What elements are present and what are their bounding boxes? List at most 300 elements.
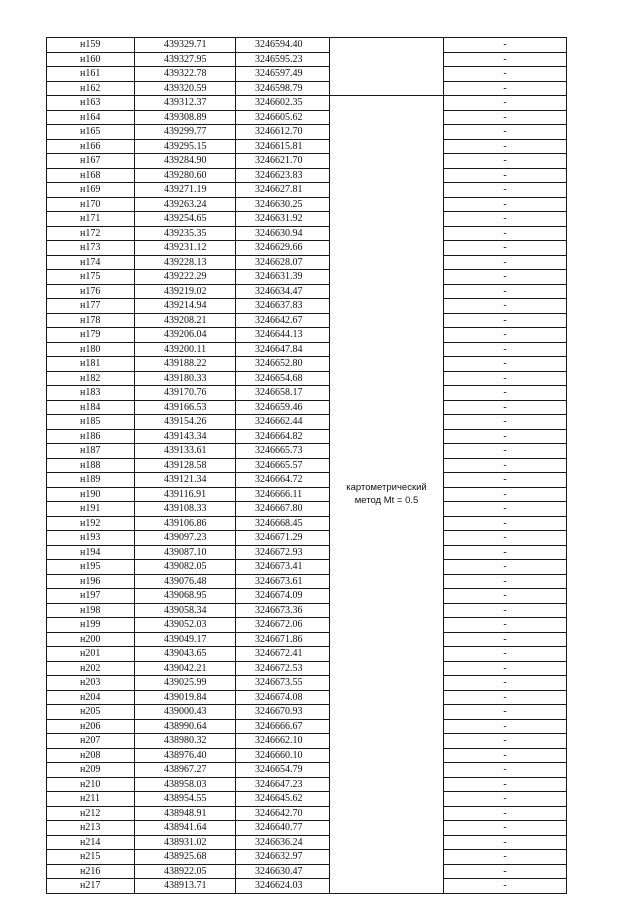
x-coordinate-cell: 439170.76 [135,386,236,401]
y-coordinate-cell: 3246636.24 [236,835,330,850]
x-coordinate-cell: 439308.89 [135,110,236,125]
table-row [47,719,567,734]
point-id-cell: н217 [47,879,135,894]
y-coordinate-cell: 3246671.29 [236,531,330,546]
x-coordinate-cell: 439058.34 [135,603,236,618]
table-row [47,792,567,807]
point-id-cell: н159 [47,38,135,53]
point-id-cell: н168 [47,168,135,183]
table-row [47,444,567,459]
x-coordinate-cell: 438980.32 [135,734,236,749]
mark-cell: - [444,821,567,836]
point-id-cell: н178 [47,313,135,328]
x-coordinate-cell: 439121.34 [135,473,236,488]
point-id-cell: н179 [47,328,135,343]
mark-cell: - [444,241,567,256]
x-coordinate-cell: 439116.91 [135,487,236,502]
point-id-cell: н211 [47,792,135,807]
mark-cell: - [444,690,567,705]
mark-cell: - [444,661,567,676]
table-row [47,502,567,517]
x-coordinate-cell: 439327.95 [135,52,236,67]
table-row [47,806,567,821]
point-id-cell: н191 [47,502,135,517]
mark-cell: - [444,168,567,183]
table-row [47,110,567,125]
point-id-cell: н183 [47,386,135,401]
y-coordinate-cell: 3246634.47 [236,284,330,299]
y-coordinate-cell: 3246672.93 [236,545,330,560]
x-coordinate-cell: 438954.55 [135,792,236,807]
point-id-cell: н170 [47,197,135,212]
table-row [47,183,567,198]
table-row [47,96,567,111]
y-coordinate-cell: 3246666.11 [236,487,330,502]
x-coordinate-cell: 439228.13 [135,255,236,270]
y-coordinate-cell: 3246623.83 [236,168,330,183]
y-coordinate-cell: 3246621.70 [236,154,330,169]
point-id-cell: н195 [47,560,135,575]
point-id-cell: н181 [47,357,135,372]
x-coordinate-cell: 439295.15 [135,139,236,154]
x-coordinate-cell: 439280.60 [135,168,236,183]
table-row [47,241,567,256]
table-row [47,255,567,270]
table-row [47,516,567,531]
x-coordinate-cell: 439312.37 [135,96,236,111]
point-id-cell: н167 [47,154,135,169]
mark-cell: - [444,313,567,328]
point-id-cell: н173 [47,241,135,256]
y-coordinate-cell: 3246654.79 [236,763,330,778]
y-coordinate-cell: 3246652.80 [236,357,330,372]
y-coordinate-cell: 3246673.55 [236,676,330,691]
x-coordinate-cell: 439133.61 [135,444,236,459]
table-row [47,386,567,401]
method-cell-empty [330,38,444,96]
x-coordinate-cell: 439019.84 [135,690,236,705]
mark-cell: - [444,864,567,879]
x-coordinate-cell: 438925.68 [135,850,236,865]
point-id-cell: н200 [47,632,135,647]
y-coordinate-cell: 3246597.49 [236,67,330,82]
mark-cell: - [444,154,567,169]
y-coordinate-cell: 3246654.68 [236,371,330,386]
mark-cell: - [444,139,567,154]
mark-cell: - [444,777,567,792]
table-row [47,400,567,415]
x-coordinate-cell: 439231.12 [135,241,236,256]
table-row [47,139,567,154]
mark-cell: - [444,850,567,865]
table-row [47,574,567,589]
x-coordinate-cell: 439322.78 [135,67,236,82]
table-row [47,545,567,560]
point-id-cell: н180 [47,342,135,357]
x-coordinate-cell: 439206.04 [135,328,236,343]
point-id-cell: н209 [47,763,135,778]
x-coordinate-cell: 439188.22 [135,357,236,372]
table-row [47,734,567,749]
mark-cell: - [444,763,567,778]
point-id-cell: н215 [47,850,135,865]
mark-cell: - [444,110,567,125]
y-coordinate-cell: 3246642.67 [236,313,330,328]
x-coordinate-cell: 439263.24 [135,197,236,212]
mark-cell: - [444,52,567,67]
x-coordinate-cell: 439180.33 [135,371,236,386]
table-row [47,357,567,372]
point-id-cell: н205 [47,705,135,720]
x-coordinate-cell: 439082.05 [135,560,236,575]
table-row [47,125,567,140]
point-id-cell: н216 [47,864,135,879]
x-coordinate-cell: 439154.26 [135,415,236,430]
y-coordinate-cell: 3246630.25 [236,197,330,212]
point-id-cell: н177 [47,299,135,314]
method-cell [330,96,444,894]
point-id-cell: н182 [47,371,135,386]
y-coordinate-cell: 3246624.03 [236,879,330,894]
mark-cell: - [444,342,567,357]
table-row [47,748,567,763]
y-coordinate-cell: 3246664.82 [236,429,330,444]
point-id-cell: н199 [47,618,135,633]
table-row [47,777,567,792]
y-coordinate-cell: 3246615.81 [236,139,330,154]
x-coordinate-cell: 439000.43 [135,705,236,720]
point-id-cell: н175 [47,270,135,285]
y-coordinate-cell: 3246658.17 [236,386,330,401]
table-row [47,647,567,662]
point-id-cell: н172 [47,226,135,241]
table-row [47,589,567,604]
point-id-cell: н185 [47,415,135,430]
y-coordinate-cell: 3246627.81 [236,183,330,198]
mark-cell: - [444,676,567,691]
point-id-cell: н169 [47,183,135,198]
x-coordinate-cell: 439087.10 [135,545,236,560]
x-coordinate-cell: 439219.02 [135,284,236,299]
point-id-cell: н212 [47,806,135,821]
point-id-cell: н201 [47,647,135,662]
table-row [47,342,567,357]
x-coordinate-cell: 439106.86 [135,516,236,531]
x-coordinate-cell: 438967.27 [135,763,236,778]
point-id-cell: н161 [47,67,135,82]
y-coordinate-cell: 3246630.94 [236,226,330,241]
table-row [47,313,567,328]
y-coordinate-cell: 3246672.06 [236,618,330,633]
mark-cell: - [444,226,567,241]
table-row [47,864,567,879]
mark-cell: - [444,81,567,96]
mark-cell: - [444,357,567,372]
mark-cell: - [444,647,567,662]
table-row [47,299,567,314]
y-coordinate-cell: 3246668.45 [236,516,330,531]
table-row [47,705,567,720]
x-coordinate-cell: 439049.17 [135,632,236,647]
table-row [47,676,567,691]
table-row [47,226,567,241]
mark-cell: - [444,835,567,850]
table-row [47,81,567,96]
mark-cell: - [444,255,567,270]
x-coordinate-cell: 439329.71 [135,38,236,53]
x-coordinate-cell: 439166.53 [135,400,236,415]
table-row [47,284,567,299]
mark-cell: - [444,429,567,444]
mark-cell: - [444,574,567,589]
x-coordinate-cell: 438976.40 [135,748,236,763]
table-row [47,270,567,285]
y-coordinate-cell: 3246637.83 [236,299,330,314]
x-coordinate-cell: 439284.90 [135,154,236,169]
point-id-cell: н204 [47,690,135,705]
mark-cell: - [444,96,567,111]
table-row [47,850,567,865]
point-id-cell: н189 [47,473,135,488]
y-coordinate-cell: 3246670.93 [236,705,330,720]
y-coordinate-cell: 3246598.79 [236,81,330,96]
x-coordinate-cell: 439128.58 [135,458,236,473]
point-id-cell: н187 [47,444,135,459]
x-coordinate-cell: 439254.65 [135,212,236,227]
y-coordinate-cell: 3246644.13 [236,328,330,343]
mark-cell: - [444,719,567,734]
mark-cell: - [444,879,567,894]
x-coordinate-cell: 439214.94 [135,299,236,314]
table-row [47,879,567,894]
method-text-line: метод Mt = 0.5 [354,495,419,507]
y-coordinate-cell: 3246673.61 [236,574,330,589]
coordinates-table [46,37,567,894]
mark-cell: - [444,400,567,415]
y-coordinate-cell: 3246647.23 [236,777,330,792]
y-coordinate-cell: 3246630.47 [236,864,330,879]
y-coordinate-cell: 3246594.40 [236,38,330,53]
point-id-cell: н174 [47,255,135,270]
point-id-cell: н165 [47,125,135,140]
x-coordinate-cell: 439076.48 [135,574,236,589]
mark-cell: - [444,632,567,647]
point-id-cell: н202 [47,661,135,676]
y-coordinate-cell: 3246628.07 [236,255,330,270]
method-text-line: картометрический [346,482,427,494]
table-row [47,821,567,836]
mark-cell: - [444,197,567,212]
y-coordinate-cell: 3246673.36 [236,603,330,618]
table-row [47,197,567,212]
y-coordinate-cell: 3246632.97 [236,850,330,865]
table-row [47,458,567,473]
table-row [47,154,567,169]
table-row [47,661,567,676]
x-coordinate-cell: 439299.77 [135,125,236,140]
x-coordinate-cell: 439025.99 [135,676,236,691]
y-coordinate-cell: 3246666.67 [236,719,330,734]
mark-cell: - [444,545,567,560]
point-id-cell: н203 [47,676,135,691]
table-row [47,52,567,67]
y-coordinate-cell: 3246674.08 [236,690,330,705]
point-id-cell: н197 [47,589,135,604]
point-id-cell: н206 [47,719,135,734]
mark-cell: - [444,516,567,531]
point-id-cell: н184 [47,400,135,415]
table-row [47,212,567,227]
mark-cell: - [444,806,567,821]
x-coordinate-cell: 439068.95 [135,589,236,604]
x-coordinate-cell: 438922.05 [135,864,236,879]
mark-cell: - [444,270,567,285]
mark-cell: - [444,589,567,604]
point-id-cell: н164 [47,110,135,125]
mark-cell: - [444,734,567,749]
table-row [47,690,567,705]
y-coordinate-cell: 3246674.09 [236,589,330,604]
y-coordinate-cell: 3246659.46 [236,400,330,415]
mark-cell: - [444,386,567,401]
y-coordinate-cell: 3246595.23 [236,52,330,67]
y-coordinate-cell: 3246665.73 [236,444,330,459]
table-row [47,603,567,618]
point-id-cell: н192 [47,516,135,531]
x-coordinate-cell: 439320.59 [135,81,236,96]
y-coordinate-cell: 3246660.10 [236,748,330,763]
y-coordinate-cell: 3246662.44 [236,415,330,430]
mark-cell: - [444,371,567,386]
x-coordinate-cell: 439208.21 [135,313,236,328]
point-id-cell: н162 [47,81,135,96]
table-row [47,763,567,778]
mark-cell: - [444,487,567,502]
y-coordinate-cell: 3246665.57 [236,458,330,473]
x-coordinate-cell: 439222.29 [135,270,236,285]
table-row [47,328,567,343]
y-coordinate-cell: 3246640.77 [236,821,330,836]
y-coordinate-cell: 3246631.92 [236,212,330,227]
mark-cell: - [444,299,567,314]
x-coordinate-cell: 438948.91 [135,806,236,821]
point-id-cell: н171 [47,212,135,227]
point-id-cell: н176 [47,284,135,299]
mark-cell: - [444,284,567,299]
x-coordinate-cell: 438990.64 [135,719,236,734]
mark-cell: - [444,415,567,430]
mark-cell: - [444,444,567,459]
y-coordinate-cell: 3246673.41 [236,560,330,575]
mark-cell: - [444,328,567,343]
point-id-cell: н210 [47,777,135,792]
table-row [47,835,567,850]
point-id-cell: н198 [47,603,135,618]
point-id-cell: н214 [47,835,135,850]
x-coordinate-cell: 439200.11 [135,342,236,357]
y-coordinate-cell: 3246664.72 [236,473,330,488]
x-coordinate-cell: 439143.34 [135,429,236,444]
table-row [47,560,567,575]
coordinates-table-body [47,38,567,894]
point-id-cell: н190 [47,487,135,502]
point-id-cell: н213 [47,821,135,836]
point-id-cell: н188 [47,458,135,473]
table-row [47,473,567,488]
x-coordinate-cell: 439052.03 [135,618,236,633]
table-row [47,618,567,633]
mark-cell: - [444,618,567,633]
mark-cell: - [444,67,567,82]
point-id-cell: н186 [47,429,135,444]
mark-cell: - [444,502,567,517]
mark-cell: - [444,183,567,198]
x-coordinate-cell: 439042.21 [135,661,236,676]
y-coordinate-cell: 3246662.10 [236,734,330,749]
point-id-cell: н166 [47,139,135,154]
y-coordinate-cell: 3246645.62 [236,792,330,807]
table-row [47,429,567,444]
table-row [47,632,567,647]
x-coordinate-cell: 439271.19 [135,183,236,198]
x-coordinate-cell: 438958.03 [135,777,236,792]
point-id-cell: н160 [47,52,135,67]
mark-cell: - [444,531,567,546]
mark-cell: - [444,603,567,618]
table-row [47,531,567,546]
x-coordinate-cell: 439235.35 [135,226,236,241]
point-id-cell: н196 [47,574,135,589]
y-coordinate-cell: 3246631.39 [236,270,330,285]
y-coordinate-cell: 3246629.66 [236,241,330,256]
y-coordinate-cell: 3246605.62 [236,110,330,125]
point-id-cell: н163 [47,96,135,111]
mark-cell: - [444,38,567,53]
y-coordinate-cell: 3246647.84 [236,342,330,357]
y-coordinate-cell: 3246667.80 [236,502,330,517]
y-coordinate-cell: 3246642.70 [236,806,330,821]
y-coordinate-cell: 3246602.35 [236,96,330,111]
mark-cell: - [444,473,567,488]
point-id-cell: н193 [47,531,135,546]
x-coordinate-cell: 439043.65 [135,647,236,662]
y-coordinate-cell: 3246672.41 [236,647,330,662]
table-row [47,38,567,53]
table-row [47,67,567,82]
table-row [47,371,567,386]
point-id-cell: н194 [47,545,135,560]
y-coordinate-cell: 3246671.86 [236,632,330,647]
x-coordinate-cell: 438931.02 [135,835,236,850]
x-coordinate-cell: 439108.33 [135,502,236,517]
mark-cell: - [444,458,567,473]
y-coordinate-cell: 3246672.53 [236,661,330,676]
mark-cell: - [444,748,567,763]
point-id-cell: н207 [47,734,135,749]
mark-cell: - [444,560,567,575]
mark-cell: - [444,792,567,807]
table-row [47,487,567,502]
x-coordinate-cell: 439097.23 [135,531,236,546]
table-row [47,168,567,183]
table-row [47,415,567,430]
y-coordinate-cell: 3246612.70 [236,125,330,140]
mark-cell: - [444,125,567,140]
x-coordinate-cell: 438913.71 [135,879,236,894]
point-id-cell: н208 [47,748,135,763]
mark-cell: - [444,705,567,720]
mark-cell: - [444,212,567,227]
